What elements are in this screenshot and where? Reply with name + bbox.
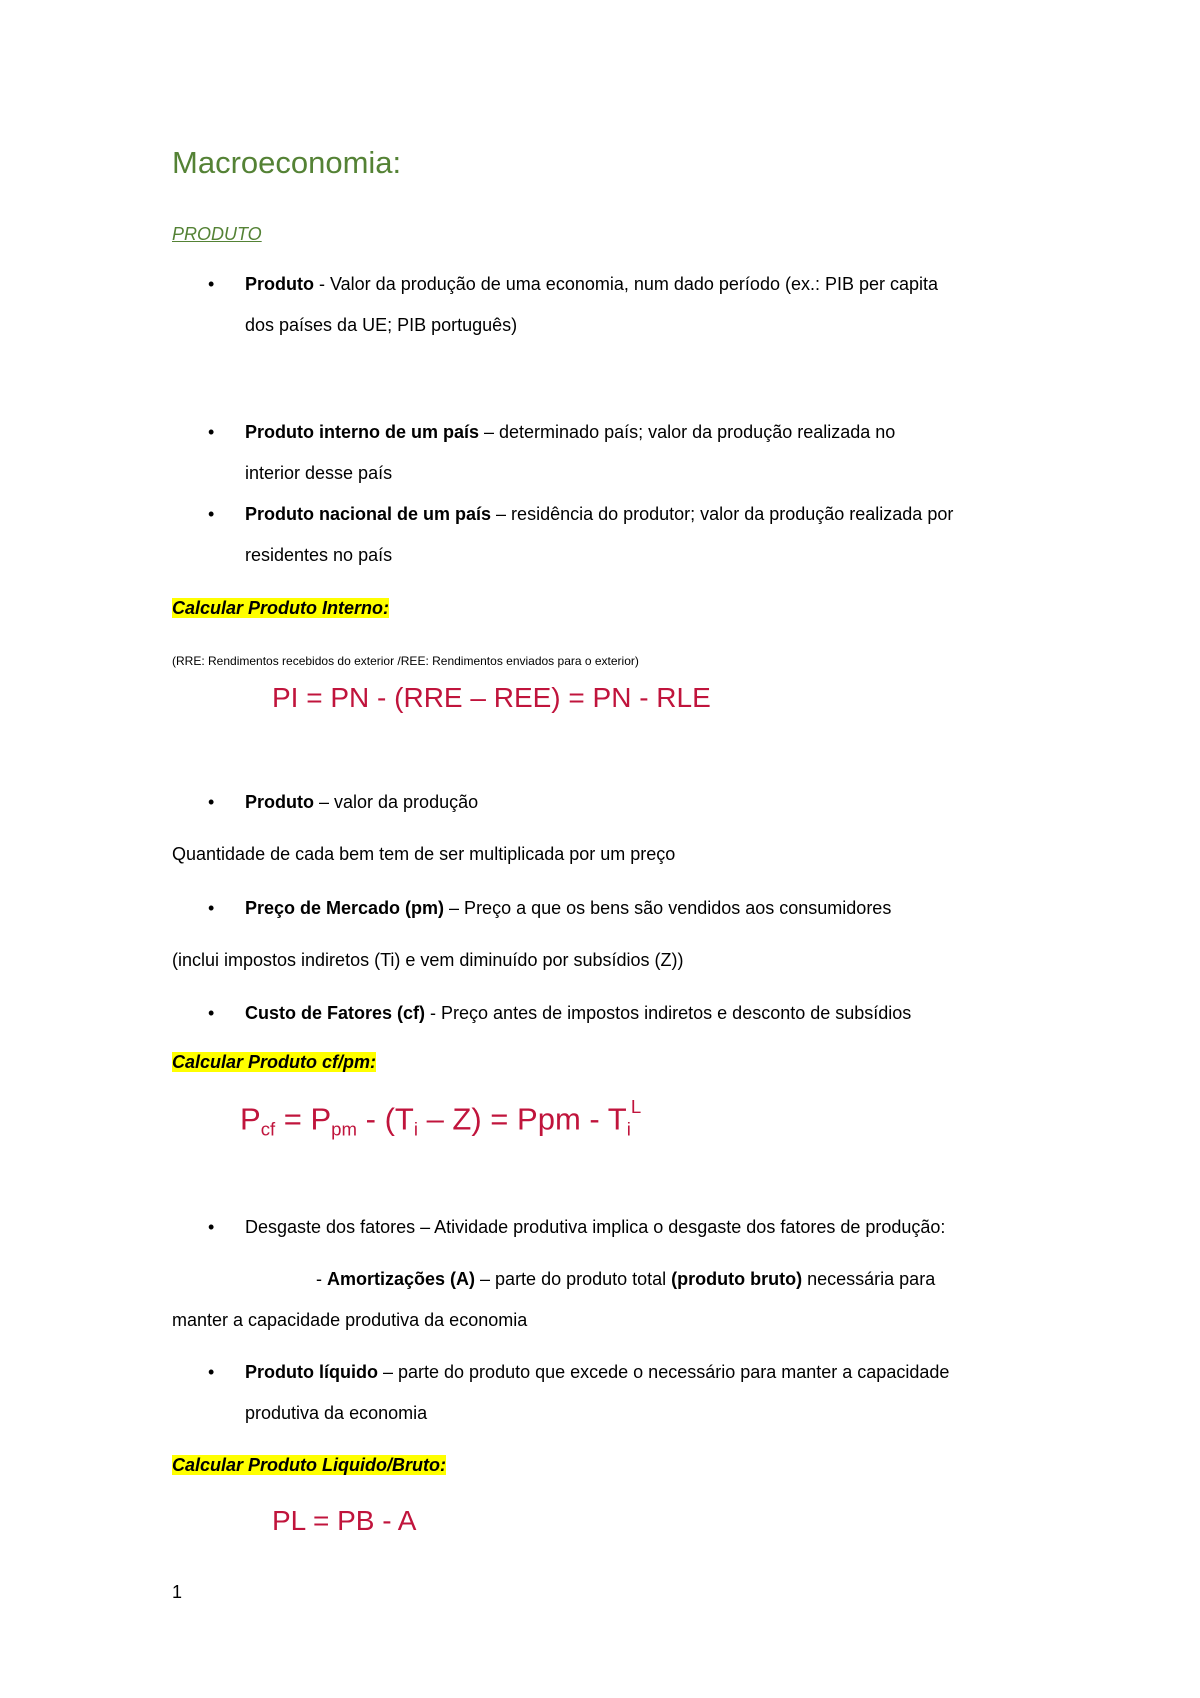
- paragraph-continuation: manter a capacidade produtiva da economia: [172, 1310, 528, 1330]
- term: Preço de Mercado (pm): [245, 898, 445, 918]
- note-interno: (RRE: Rendimentos recebidos do exterior /REE: Rendimentos enviados para o exterior): [172, 654, 639, 668]
- paragraph-quantidade: Quantidade de cada bem tem de ser multiplicada por um preço: [172, 844, 676, 864]
- term: Produto nacional de um país: [245, 504, 492, 524]
- definition: – parte do produto que excede o necessário para manter a capacidade: [377, 1362, 950, 1382]
- definition: – Preço a que os bens são vendidos aos consumidores: [444, 898, 892, 918]
- formula-liquido: PL = PB - A: [272, 1505, 417, 1536]
- bullet-icon: [208, 898, 214, 919]
- list-item-desgaste: Desgaste dos fatores – Atividade produtiva implica o desgaste dos fatores de produção:: [245, 1217, 946, 1237]
- calc-heading-cfpm: Calcular Produto cf/pm:: [172, 1052, 377, 1072]
- definition: - Valor da produção de uma economia, num dado período (ex.: PIB per capita: [314, 274, 939, 294]
- paragraph-inclui: (inclui impostos indiretos (Ti) e vem diminuído por subsídios (Z)): [172, 950, 684, 970]
- bullet-icon: [208, 274, 214, 295]
- list-item-mercado: [245, 898, 891, 919]
- term: Produto: [245, 792, 314, 812]
- formula-cfpm: $P_{cf} = P_{pm} - (T_i - Z)$ = Ppm - $T_i^L$: [240, 1096, 642, 1140]
- bullet-icon: [208, 792, 214, 813]
- definition: – residência do produtor; valor da produção realizada por: [491, 504, 954, 524]
- calc-heading-interno: Calcular Produto Interno:: [172, 598, 390, 618]
- term: Produto líquido: [245, 1362, 378, 1382]
- list-item-fatores: [245, 1003, 911, 1024]
- section-heading: PRODUTO: [172, 224, 262, 244]
- definition: - Preço antes de impostos indiretos e desconto de subsídios: [425, 1003, 912, 1023]
- bullet-icon: [208, 1003, 214, 1024]
- term: Produto interno de um país: [245, 422, 480, 442]
- list-item-producao: [245, 792, 478, 813]
- list-item-liquido: [245, 1362, 949, 1383]
- list-item-produto: [245, 274, 938, 295]
- list-item-nacional: [245, 504, 953, 525]
- term: Custo de Fatores (cf): [245, 1003, 426, 1023]
- list-item-continuation: interior desse país: [245, 463, 393, 483]
- term: Produto: [245, 274, 314, 294]
- bullet-icon: [208, 1362, 214, 1383]
- page-number: 1: [172, 1582, 183, 1602]
- paragraph-amortizacoes: - Amortizações (A) – parte do produto total (produto bruto) necessária para: [316, 1269, 936, 1289]
- page-title: Macroeconomia:: [172, 145, 402, 180]
- definition: – valor da produção: [314, 792, 479, 812]
- formula-interno: PI = PN - (RRE – REE) = PN - RLE: [272, 682, 711, 713]
- list-item-continuation: dos países da UE; PIB português): [245, 315, 518, 335]
- list-item-continuation: produtiva da economia: [245, 1403, 428, 1423]
- calc-heading-liquido: Calcular Produto Liquido/Bruto:: [172, 1455, 446, 1475]
- bullet-icon: [208, 422, 214, 443]
- list-item-interno: [245, 422, 895, 443]
- definition: – determinado país; valor da produção realizada no: [479, 422, 896, 442]
- bullet-icon: [208, 504, 214, 525]
- list-item-continuation: residentes no país: [245, 545, 393, 565]
- bullet-icon: [208, 1217, 214, 1238]
